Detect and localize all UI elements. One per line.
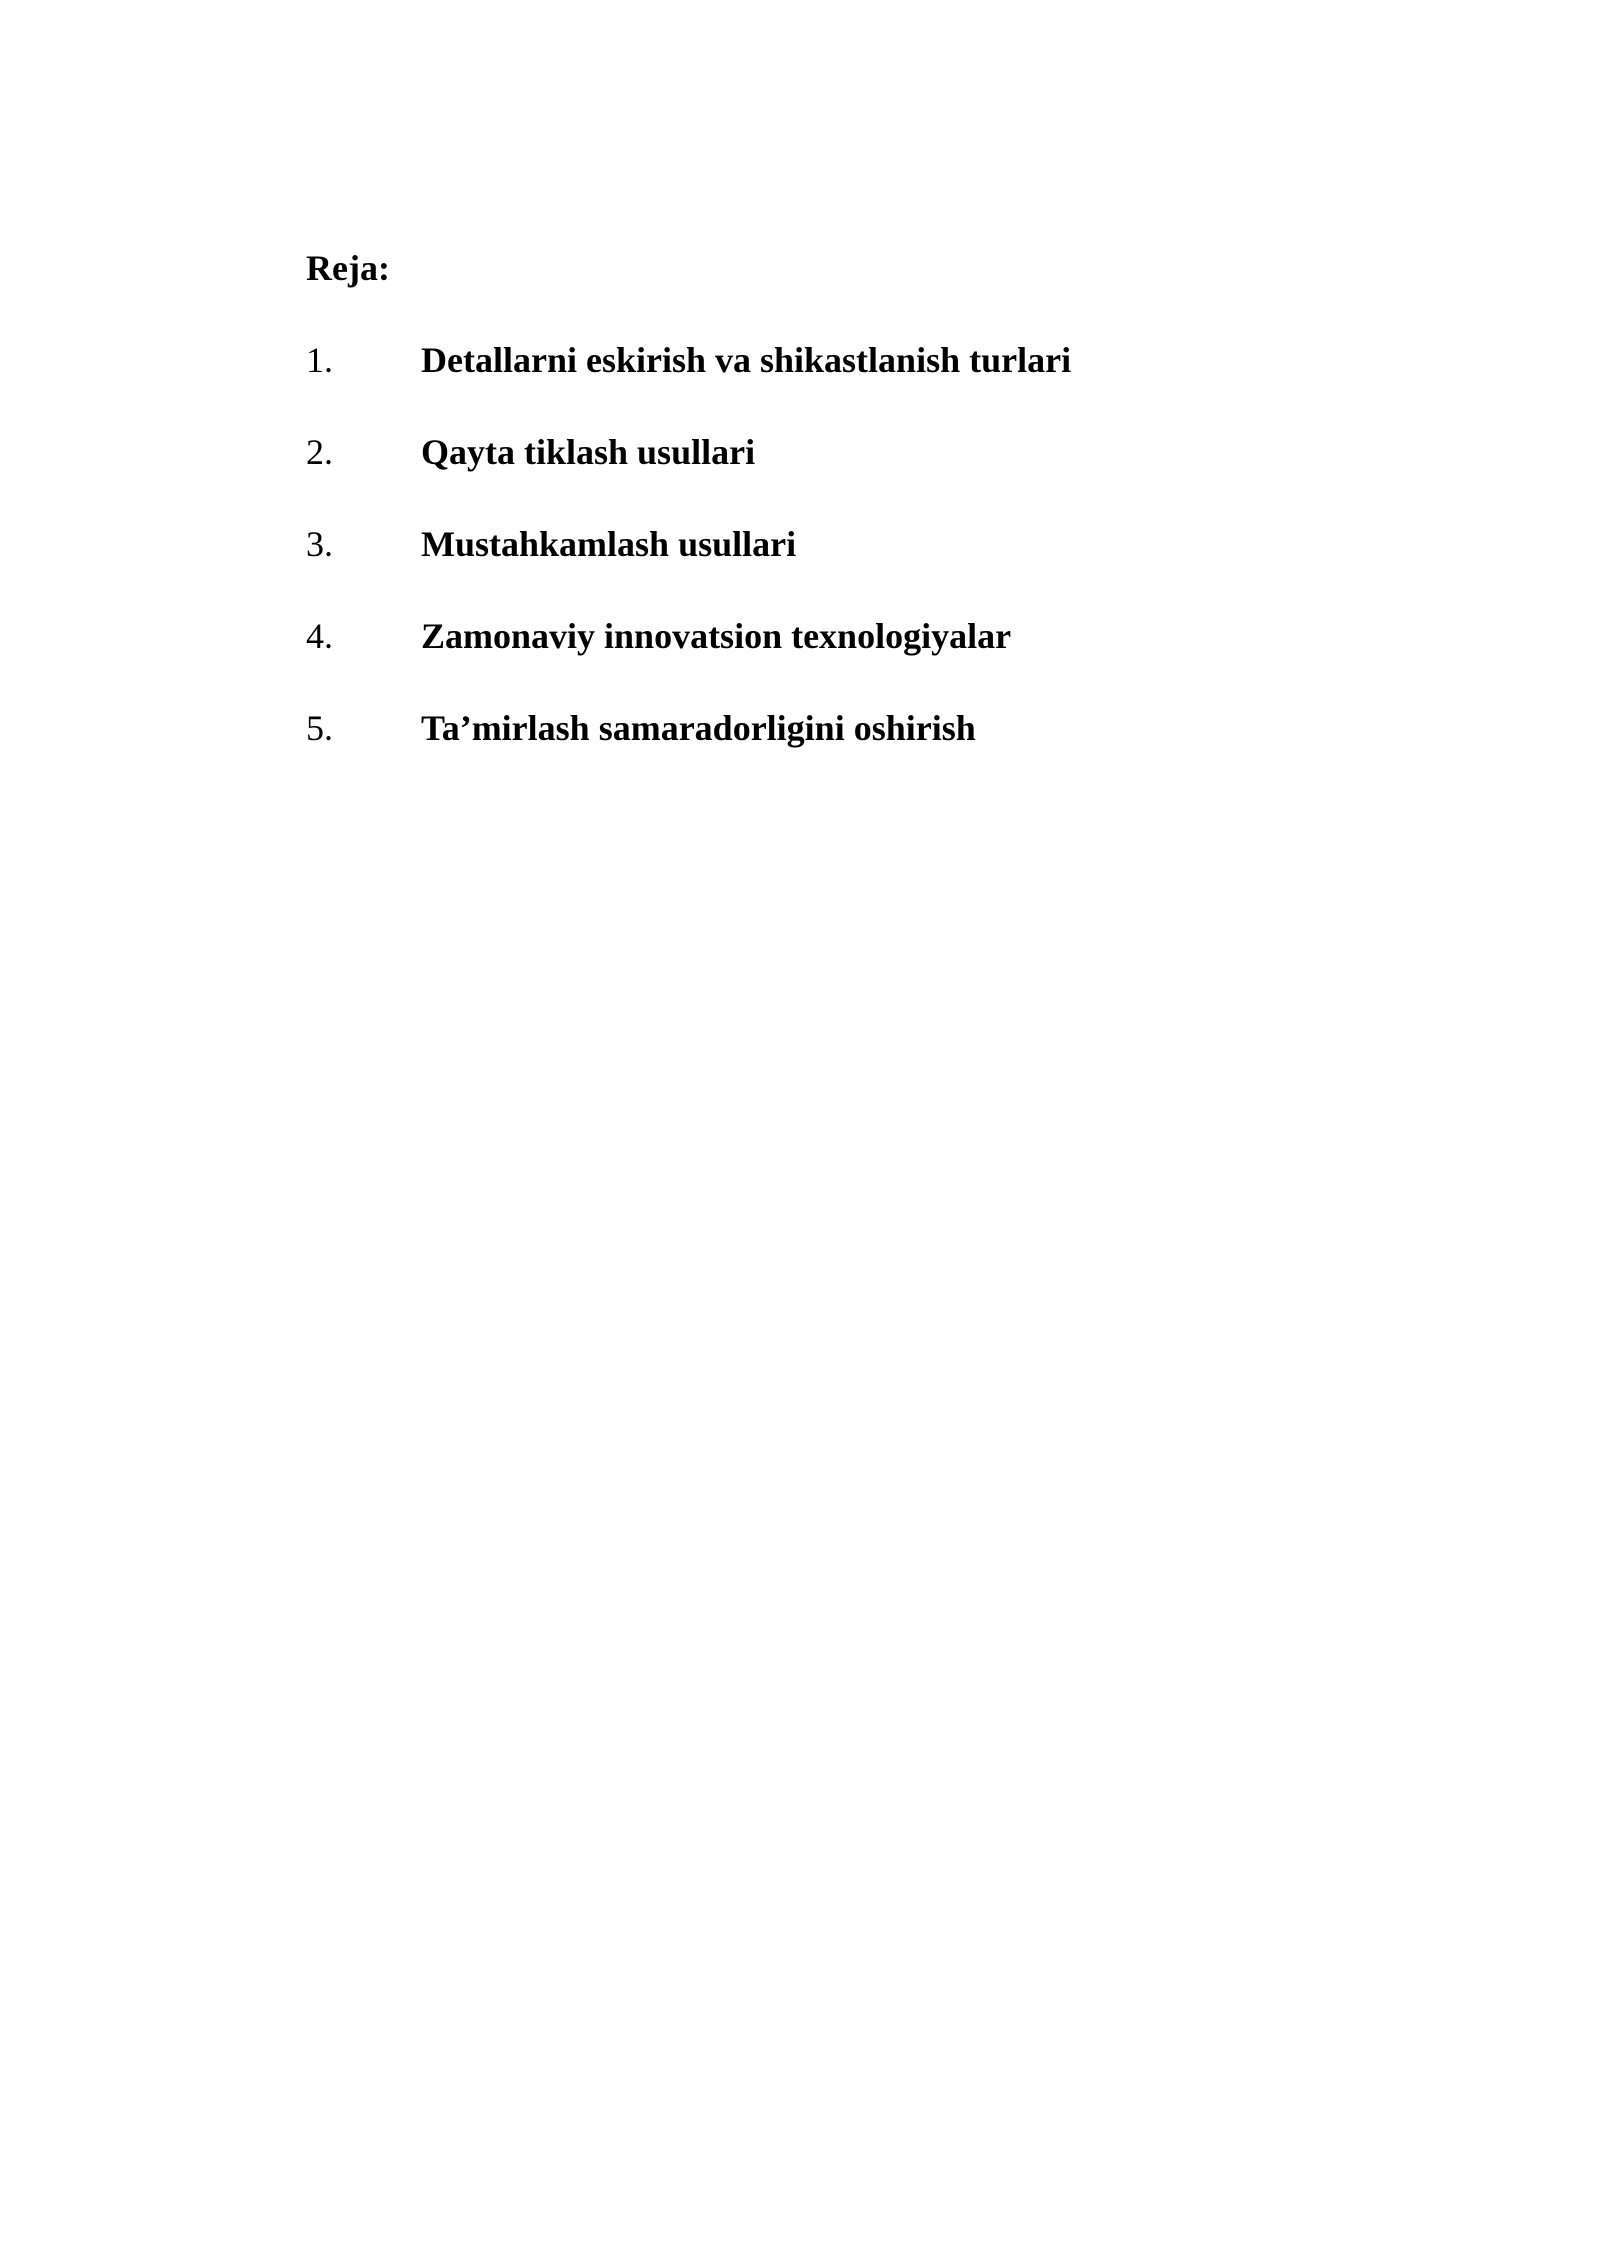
plan-item bbox=[306, 336, 1071, 428]
plan-list bbox=[306, 336, 1071, 796]
plan-item-text: Qayta tiklash usullari bbox=[421, 432, 756, 472]
plan-item-number: 3. bbox=[306, 524, 333, 564]
plan-item-text: Detallarni eskirish va shikastlanish turlari bbox=[421, 340, 1072, 380]
plan-item-number: 1. bbox=[306, 340, 333, 380]
plan-item bbox=[306, 428, 1071, 520]
plan-item-number: 4. bbox=[306, 616, 333, 656]
plan-item-text: Ta’mirlash samaradorligini oshirish bbox=[421, 708, 976, 748]
plan-item-number: 2. bbox=[306, 432, 333, 472]
plan-item bbox=[306, 704, 1071, 796]
plan-item-text: Zamonaviy innovatsion texnologiyalar bbox=[421, 616, 1012, 656]
plan-item-text: Mustahkamlash usullari bbox=[421, 524, 797, 564]
plan-item-number: 5. bbox=[306, 708, 333, 748]
plan-item bbox=[306, 520, 1071, 612]
plan-heading: Reja: bbox=[306, 248, 390, 288]
plan-item bbox=[306, 612, 1071, 704]
